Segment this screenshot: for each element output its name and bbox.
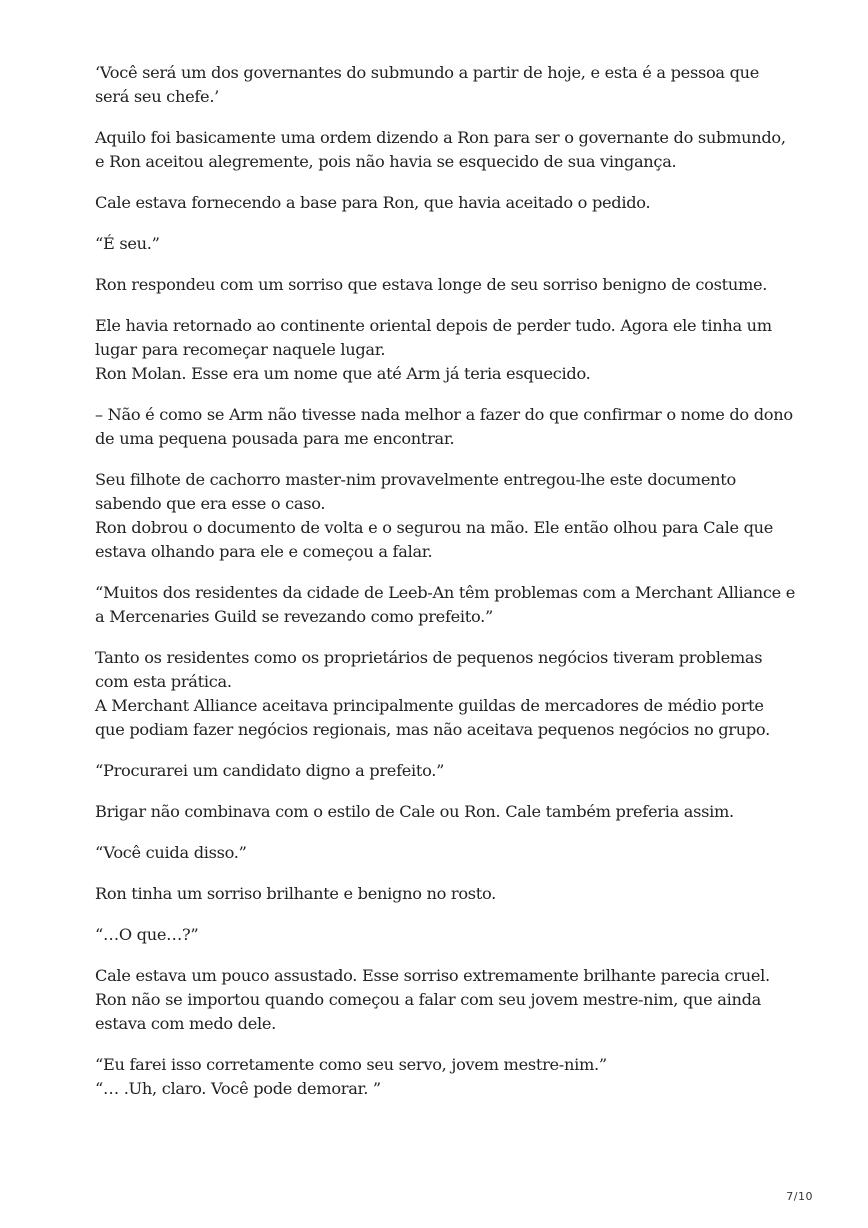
text-line: Aquilo foi basicamente uma ordem dizendo a Ron para ser o governante do submundo, e Ron aceitou alegremente, pois não havia se esquecido de sua vingança. [95,128,786,171]
text-line: Ele havia retornado ao continente oriental depois de perder tudo. Agora ele tinha um lugar para recomeçar naquele lugar. [95,316,772,359]
text-line: “…O que…?” [95,925,199,944]
page-number: 7/10 [786,1190,813,1203]
text-line: Cale estava um pouco assustado. Esse sorriso extremamente brilhante parecia cruel. Ron não se importou quando começou a falar com seu jovem mestre-nim, que ainda estava com medo dele. [95,966,770,1033]
paragraph [95,1053,795,1101]
document-body [95,61,795,1118]
paragraph [95,191,795,215]
text-line: – Não é como se Arm não tivesse nada melhor a fazer do que confirmar o nome do dono de uma pequena pousada para me encontrar. [95,405,793,448]
text-line: Seu filhote de cachorro master-nim provavelmente entregou-lhe este documento sabendo que era esse o caso. [95,470,736,513]
paragraph [95,759,795,783]
text-line: Ron tinha um sorriso brilhante e benigno no rosto. [95,884,497,903]
text-line: “Muitos dos residentes da cidade de Leeb-An têm problemas com a Merchant Alliance e a Mercenaries Guild se revezando como prefeito.” [95,583,795,626]
text-line: “Eu farei isso corretamente como seu servo, jovem mestre-nim.” [95,1055,607,1074]
text-line: Brigar não combinava com o estilo de Cale ou Ron. Cale também preferia assim. [95,802,734,821]
text-line: “… .Uh, claro. Você pode demorar. ” [95,1079,381,1098]
paragraph [95,646,795,742]
text-line: ‘Você será um dos governantes do submundo a partir de hoje, e esta é a pessoa que será seu chefe.’ [95,63,760,106]
paragraph [95,232,795,256]
paragraph [95,468,795,564]
text-line: “Você cuida disso.” [95,843,247,862]
text-line: Ron respondeu com um sorriso que estava longe de seu sorriso benigno de costume. [95,275,768,294]
paragraph [95,800,795,824]
paragraph [95,581,795,629]
paragraph [95,882,795,906]
text-line: “Procurarei um candidato digno a prefeito.” [95,761,445,780]
paragraph [95,126,795,174]
paragraph [95,964,795,1036]
paragraph [95,923,795,947]
paragraph [95,273,795,297]
text-line: Cale estava fornecendo a base para Ron, que havia aceitado o pedido. [95,193,651,212]
text-line: Ron dobrou o documento de volta e o segurou na mão. Ele então olhou para Cale que estava olhando para ele e começou a falar. [95,518,774,561]
paragraph [95,403,795,451]
text-line: “É seu.” [95,234,160,253]
paragraph [95,314,795,386]
paragraph [95,841,795,865]
text-line: Ron Molan. Esse era um nome que até Arm já teria esquecido. [95,364,591,383]
paragraph [95,61,795,109]
text-line: Tanto os residentes como os proprietários de pequenos negócios tiveram problemas com esta prática. [95,648,763,691]
text-line: A Merchant Alliance aceitava principalmente guildas de mercadores de médio porte que podiam fazer negócios regionais, mas não aceitava pequenos negócios no grupo. [95,696,770,739]
